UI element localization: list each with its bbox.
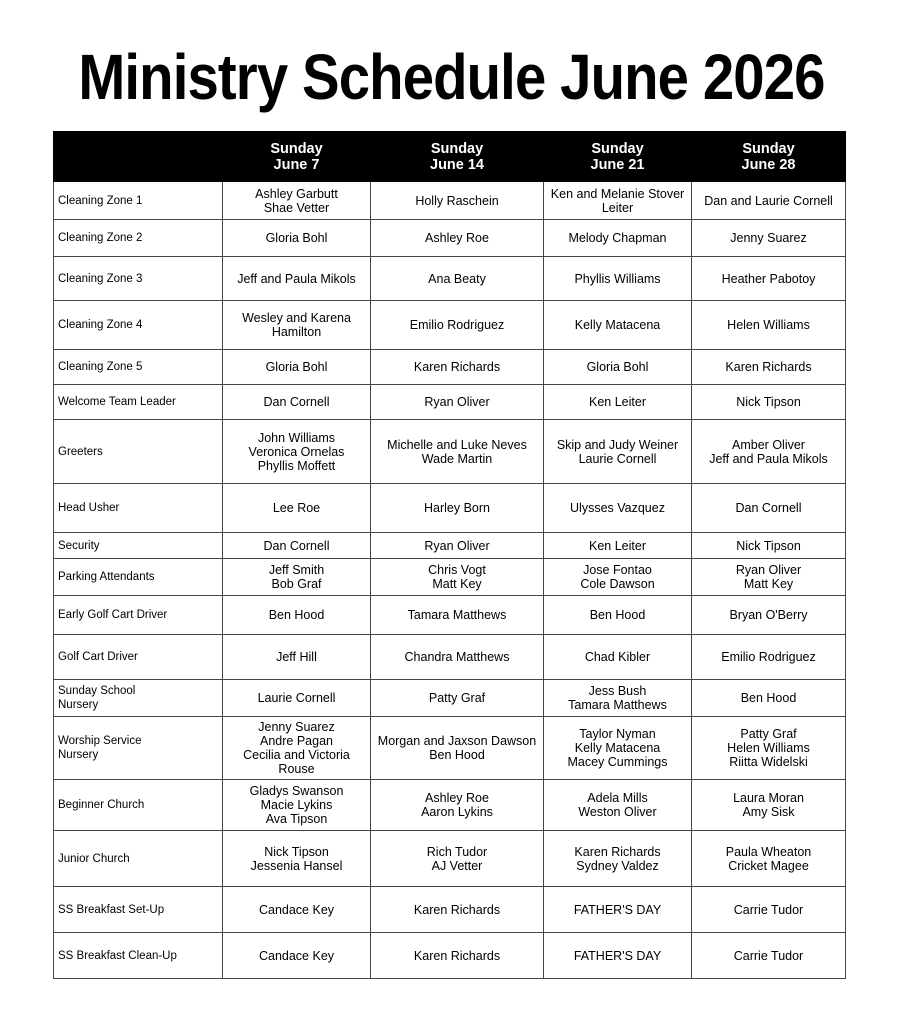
assignee-name: Karen Richards bbox=[413, 902, 501, 917]
role-label bbox=[54, 385, 223, 420]
assignee-name: Karen Richards bbox=[725, 360, 812, 374]
assignee-name: Candace Key bbox=[258, 948, 335, 963]
assignee-name: Ryan Oliver bbox=[424, 395, 490, 409]
role-label bbox=[54, 484, 223, 533]
assignment-cell bbox=[692, 385, 846, 420]
assignment-cell bbox=[544, 831, 692, 887]
table-row bbox=[54, 420, 846, 484]
assignee-name: Paula Wheaton bbox=[725, 844, 812, 859]
assignment-cell bbox=[371, 182, 544, 220]
role-label-line: Cleaning Zone 5 bbox=[58, 361, 143, 373]
schedule-body bbox=[54, 182, 846, 979]
assignment-cell bbox=[544, 559, 692, 596]
assignment-cell bbox=[692, 484, 846, 533]
assignment-cell bbox=[223, 350, 371, 385]
assignee-name: Laura Moran bbox=[733, 791, 804, 805]
assignee-name: Hamilton bbox=[271, 325, 322, 339]
role-label-line: Early Golf Cart Driver bbox=[58, 609, 168, 621]
assignee-name: Jeff Smith bbox=[268, 563, 325, 577]
assignment-cell bbox=[223, 301, 371, 350]
table-row bbox=[54, 831, 846, 887]
assignment-cell bbox=[223, 220, 371, 257]
table-row bbox=[54, 596, 846, 635]
assignment-cell bbox=[544, 533, 692, 559]
column-day: Sunday bbox=[742, 140, 795, 157]
assignee-name: Cole Dawson bbox=[580, 577, 655, 591]
assignee-name: Jenny Suarez bbox=[258, 720, 335, 734]
assignment-cell bbox=[371, 301, 544, 350]
assignment-cell bbox=[692, 717, 846, 780]
assignment-cell bbox=[544, 182, 692, 220]
assignee-name: Weston Oliver bbox=[578, 805, 657, 819]
assignment-cell bbox=[544, 717, 692, 780]
assignee-name: Ben Hood bbox=[429, 748, 485, 762]
assignee-name: Carrie Tudor bbox=[733, 948, 804, 963]
assignee-name: Gladys Swanson bbox=[249, 784, 344, 798]
assignment-cell bbox=[371, 717, 544, 780]
assignee-name: Jeff Hill bbox=[276, 650, 317, 664]
role-label-line: Nursery bbox=[58, 749, 99, 761]
table-row bbox=[54, 717, 846, 780]
assignment-cell bbox=[223, 596, 371, 635]
assignee-name: Tamara Matthews bbox=[407, 608, 507, 622]
role-label bbox=[54, 680, 223, 717]
assignment-cell bbox=[223, 831, 371, 887]
assignee-name: Riitta Widelski bbox=[729, 755, 808, 769]
table-row bbox=[54, 680, 846, 717]
assignee-name: Karen Richards bbox=[413, 360, 501, 374]
assignment-cell bbox=[544, 887, 692, 933]
table-row bbox=[54, 780, 846, 831]
assignee-name: Nick Tipson bbox=[736, 538, 801, 553]
assignment-cell bbox=[371, 220, 544, 257]
assignment-cell bbox=[223, 182, 371, 220]
assignee-name: Chris Vogt bbox=[428, 563, 486, 577]
assignment-cell bbox=[692, 596, 846, 635]
table-row bbox=[54, 301, 846, 350]
assignee-name: AJ Vetter bbox=[431, 858, 483, 873]
assignee-name: Gloria Bohl bbox=[265, 231, 328, 245]
assignee-name: Morgan and Jaxson Dawson bbox=[377, 734, 537, 748]
assignee-name: Jess Bush bbox=[588, 684, 647, 698]
assignee-name: Gloria Bohl bbox=[586, 360, 649, 374]
assignee-name: Jeff and Paula Mikols bbox=[237, 271, 356, 286]
role-label-line: Worship Service bbox=[58, 735, 142, 747]
assignee-name: Ryan Oliver bbox=[424, 538, 490, 553]
role-label bbox=[54, 420, 223, 484]
assignee-name: Andre Pagan bbox=[260, 734, 333, 748]
assignee-name: Rouse bbox=[278, 762, 315, 776]
role-label-line: Head Usher bbox=[58, 502, 120, 514]
assignee-name: Karen Richards bbox=[413, 948, 501, 963]
assignee-name: Melody Chapman bbox=[568, 231, 667, 245]
assignee-name: FATHER'S DAY bbox=[573, 948, 662, 963]
assignment-cell bbox=[371, 596, 544, 635]
assignee-name: Chad Kibler bbox=[584, 650, 651, 664]
header-corner-cell bbox=[54, 132, 223, 182]
assignee-name: Laurie Cornell bbox=[257, 691, 336, 705]
role-label-line: Cleaning Zone 3 bbox=[58, 272, 143, 285]
role-label bbox=[54, 831, 223, 887]
assignee-name: Emilio Rodriguez bbox=[721, 650, 816, 664]
assignment-cell bbox=[692, 780, 846, 831]
role-label-line: Cleaning Zone 1 bbox=[58, 194, 143, 207]
assignment-cell bbox=[223, 680, 371, 717]
table-row bbox=[54, 887, 846, 933]
role-label-line: Nursery bbox=[58, 699, 99, 711]
assignee-name: Tamara Matthews bbox=[568, 698, 667, 712]
assignee-name: Leiter bbox=[601, 200, 634, 215]
assignee-name: Ana Beaty bbox=[428, 271, 486, 286]
table-row bbox=[54, 182, 846, 220]
column-date: June 14 bbox=[430, 156, 484, 173]
assignment-cell bbox=[371, 559, 544, 596]
assignment-cell bbox=[692, 533, 846, 559]
assignee-name: Ashley Garbutt bbox=[255, 186, 338, 201]
role-label bbox=[54, 887, 223, 933]
column-header bbox=[692, 132, 846, 182]
assignment-cell bbox=[544, 350, 692, 385]
role-label bbox=[54, 533, 223, 559]
assignee-name: Ulysses Vazquez bbox=[570, 501, 665, 515]
assignment-cell bbox=[692, 350, 846, 385]
assignment-cell bbox=[371, 420, 544, 484]
assignment-cell bbox=[371, 680, 544, 717]
role-label bbox=[54, 182, 223, 220]
assignment-cell bbox=[544, 780, 692, 831]
assignee-name: Bob Graf bbox=[271, 577, 322, 591]
role-label-line: Cleaning Zone 2 bbox=[58, 232, 143, 244]
table-row bbox=[54, 635, 846, 680]
role-label-line: Sunday School bbox=[58, 685, 136, 697]
assignment-cell bbox=[692, 301, 846, 350]
assignment-cell bbox=[223, 933, 371, 979]
assignment-cell bbox=[692, 559, 846, 596]
assignment-cell bbox=[544, 220, 692, 257]
assignee-name: Kelly Matacena bbox=[574, 318, 661, 332]
assignment-cell bbox=[544, 257, 692, 301]
assignment-cell bbox=[223, 257, 371, 301]
assignee-name: Matt Key bbox=[743, 577, 794, 591]
table-row bbox=[54, 257, 846, 301]
assignment-cell bbox=[692, 635, 846, 680]
role-label-line: Welcome Team Leader bbox=[58, 396, 176, 408]
column-day: Sunday bbox=[430, 140, 484, 157]
assignment-cell bbox=[692, 257, 846, 301]
assignee-name: Wesley and Karena bbox=[242, 311, 351, 325]
assignee-name: Nick Tipson bbox=[264, 844, 329, 859]
assignee-name: Ben Hood bbox=[589, 608, 646, 622]
assignee-name: Phyllis Williams bbox=[574, 271, 661, 286]
assignee-name: Ben Hood bbox=[740, 691, 797, 705]
column-header bbox=[223, 132, 371, 182]
assignment-cell bbox=[371, 933, 544, 979]
assignment-cell bbox=[223, 635, 371, 680]
assignment-cell bbox=[544, 420, 692, 484]
assignment-cell bbox=[371, 831, 544, 887]
assignment-cell bbox=[223, 887, 371, 933]
role-label-line: SS Breakfast Set-Up bbox=[58, 903, 165, 916]
assignee-name: Heather Pabotoy bbox=[721, 271, 816, 286]
assignee-name: Helen Williams bbox=[727, 318, 810, 332]
role-label-line: Parking Attendants bbox=[58, 571, 155, 583]
assignee-name: Matt Key bbox=[432, 577, 482, 591]
schedule-table bbox=[53, 131, 846, 979]
assignment-cell bbox=[371, 780, 544, 831]
assignment-cell bbox=[223, 559, 371, 596]
assignee-name: Dan Cornell bbox=[263, 395, 330, 409]
assignee-name: Ashley Roe bbox=[425, 231, 489, 245]
column-day: Sunday bbox=[591, 140, 644, 157]
role-label-line: Golf Cart Driver bbox=[58, 651, 138, 663]
role-label bbox=[54, 717, 223, 780]
assignee-name: Wade Martin bbox=[421, 451, 493, 466]
table-row bbox=[54, 350, 846, 385]
assignment-cell bbox=[371, 350, 544, 385]
assignee-name: Sydney Valdez bbox=[576, 858, 659, 873]
assignment-cell bbox=[544, 635, 692, 680]
assignee-name: Cecilia and Victoria bbox=[243, 748, 350, 762]
assignee-name: Jeff and Paula Mikols bbox=[709, 451, 828, 466]
assignee-name: Shae Vetter bbox=[263, 200, 330, 215]
column-header bbox=[544, 132, 692, 182]
role-label bbox=[54, 257, 223, 301]
table-row bbox=[54, 533, 846, 559]
assignment-cell bbox=[371, 385, 544, 420]
assignee-name: Harley Born bbox=[424, 501, 490, 515]
table-row bbox=[54, 933, 846, 979]
assignee-name: Gloria Bohl bbox=[265, 360, 328, 374]
role-label bbox=[54, 780, 223, 831]
column-day: Sunday bbox=[270, 140, 323, 157]
assignee-name: Amy Sisk bbox=[742, 805, 795, 819]
assignee-name: Jose Fontao bbox=[583, 563, 652, 577]
assignee-name: John Williams bbox=[257, 430, 336, 445]
assignment-cell bbox=[692, 831, 846, 887]
assignment-cell bbox=[223, 780, 371, 831]
role-label-line: Greeters bbox=[58, 445, 103, 458]
assignment-cell bbox=[692, 420, 846, 484]
column-date: June 21 bbox=[590, 156, 645, 173]
assignee-name: Amber Oliver bbox=[732, 437, 805, 452]
assignment-cell bbox=[692, 182, 846, 220]
role-label-line: Junior Church bbox=[58, 852, 130, 865]
assignee-name: Phyllis Moffett bbox=[257, 458, 336, 473]
assignee-name: Nick Tipson bbox=[736, 395, 801, 409]
assignee-name: Laurie Cornell bbox=[578, 451, 657, 466]
assignment-cell bbox=[544, 680, 692, 717]
assignee-name: Michelle and Luke Neves bbox=[387, 437, 527, 452]
assignee-name: Lee Roe bbox=[272, 501, 321, 515]
assignment-cell bbox=[692, 680, 846, 717]
assignee-name: Dan Cornell bbox=[263, 538, 330, 553]
role-label bbox=[54, 220, 223, 257]
assignee-name: Veronica Ornelas bbox=[248, 444, 345, 459]
assignment-cell bbox=[223, 420, 371, 484]
column-date: June 28 bbox=[741, 156, 796, 173]
assignee-name: Carrie Tudor bbox=[733, 902, 804, 917]
assignee-name: Holly Raschein bbox=[415, 193, 499, 208]
assignee-name: FATHER'S DAY bbox=[573, 902, 662, 917]
assignee-name: Cricket Magee bbox=[728, 858, 809, 873]
assignee-name: Dan Cornell bbox=[735, 501, 802, 515]
table-row bbox=[54, 484, 846, 533]
assignee-name: Patty Graf bbox=[428, 691, 486, 705]
assignee-name: Helen Williams bbox=[727, 741, 810, 755]
assignment-cell bbox=[223, 533, 371, 559]
assignee-name: Adela Mills bbox=[587, 791, 648, 805]
assignment-cell bbox=[544, 301, 692, 350]
assignee-name: Macey Cummings bbox=[567, 755, 668, 769]
role-label bbox=[54, 559, 223, 596]
role-label bbox=[54, 635, 223, 680]
assignment-cell bbox=[371, 533, 544, 559]
role-label-line: SS Breakfast Clean-Up bbox=[58, 949, 177, 962]
role-label bbox=[54, 596, 223, 635]
assignment-cell bbox=[692, 933, 846, 979]
assignment-cell bbox=[371, 484, 544, 533]
assignee-name: Macie Lykins bbox=[260, 798, 333, 812]
assignee-name: Jenny Suarez bbox=[730, 231, 807, 245]
assignee-name: Candace Key bbox=[258, 902, 335, 917]
assignee-name: Ava Tipson bbox=[265, 812, 328, 826]
assignment-cell bbox=[371, 887, 544, 933]
assignment-cell bbox=[692, 220, 846, 257]
role-label-line: Cleaning Zone 4 bbox=[58, 319, 143, 331]
assignment-cell bbox=[544, 484, 692, 533]
assignment-cell bbox=[544, 933, 692, 979]
assignment-cell bbox=[544, 385, 692, 420]
assignee-name: Ashley Roe bbox=[425, 791, 489, 805]
assignee-name: Kelly Matacena bbox=[574, 741, 661, 755]
assignee-name: Chandra Matthews bbox=[404, 650, 510, 664]
table-row bbox=[54, 385, 846, 420]
role-label-line: Beginner Church bbox=[58, 799, 145, 811]
assignee-name: Dan and Laurie Cornell bbox=[704, 193, 833, 208]
assignee-name: Rich Tudor bbox=[426, 844, 488, 859]
assignee-name: Patty Graf bbox=[740, 727, 797, 741]
header-row bbox=[54, 132, 846, 182]
role-label bbox=[54, 933, 223, 979]
assignee-name: Jessenia Hansel bbox=[250, 858, 343, 873]
role-label-line: Security bbox=[58, 539, 100, 552]
role-label bbox=[54, 350, 223, 385]
assignee-name: Ben Hood bbox=[268, 608, 325, 622]
assignee-name: Aaron Lykins bbox=[421, 805, 493, 819]
assignee-name: Taylor Nyman bbox=[579, 727, 656, 741]
column-header bbox=[371, 132, 544, 182]
assignment-cell bbox=[692, 887, 846, 933]
assignee-name: Karen Richards bbox=[574, 844, 661, 859]
table-row bbox=[54, 220, 846, 257]
assignee-name: Ken and Melanie Stover bbox=[550, 186, 685, 201]
table-row bbox=[54, 559, 846, 596]
assignment-cell bbox=[544, 596, 692, 635]
assignee-name: Ryan Oliver bbox=[735, 563, 802, 577]
assignment-cell bbox=[223, 385, 371, 420]
role-label bbox=[54, 301, 223, 350]
assignee-name: Skip and Judy Weiner bbox=[556, 437, 679, 452]
assignment-cell bbox=[371, 257, 544, 301]
assignment-cell bbox=[223, 717, 371, 780]
page-title: Ministry Schedule June 2026 bbox=[78, 41, 825, 113]
assignee-name: Ken Leiter bbox=[589, 395, 646, 409]
assignment-cell bbox=[223, 484, 371, 533]
assignee-name: Ken Leiter bbox=[589, 538, 646, 553]
assignee-name: Bryan O'Berry bbox=[729, 608, 808, 622]
column-date: June 7 bbox=[273, 156, 320, 173]
assignment-cell bbox=[371, 635, 544, 680]
assignee-name: Emilio Rodriguez bbox=[409, 318, 505, 332]
